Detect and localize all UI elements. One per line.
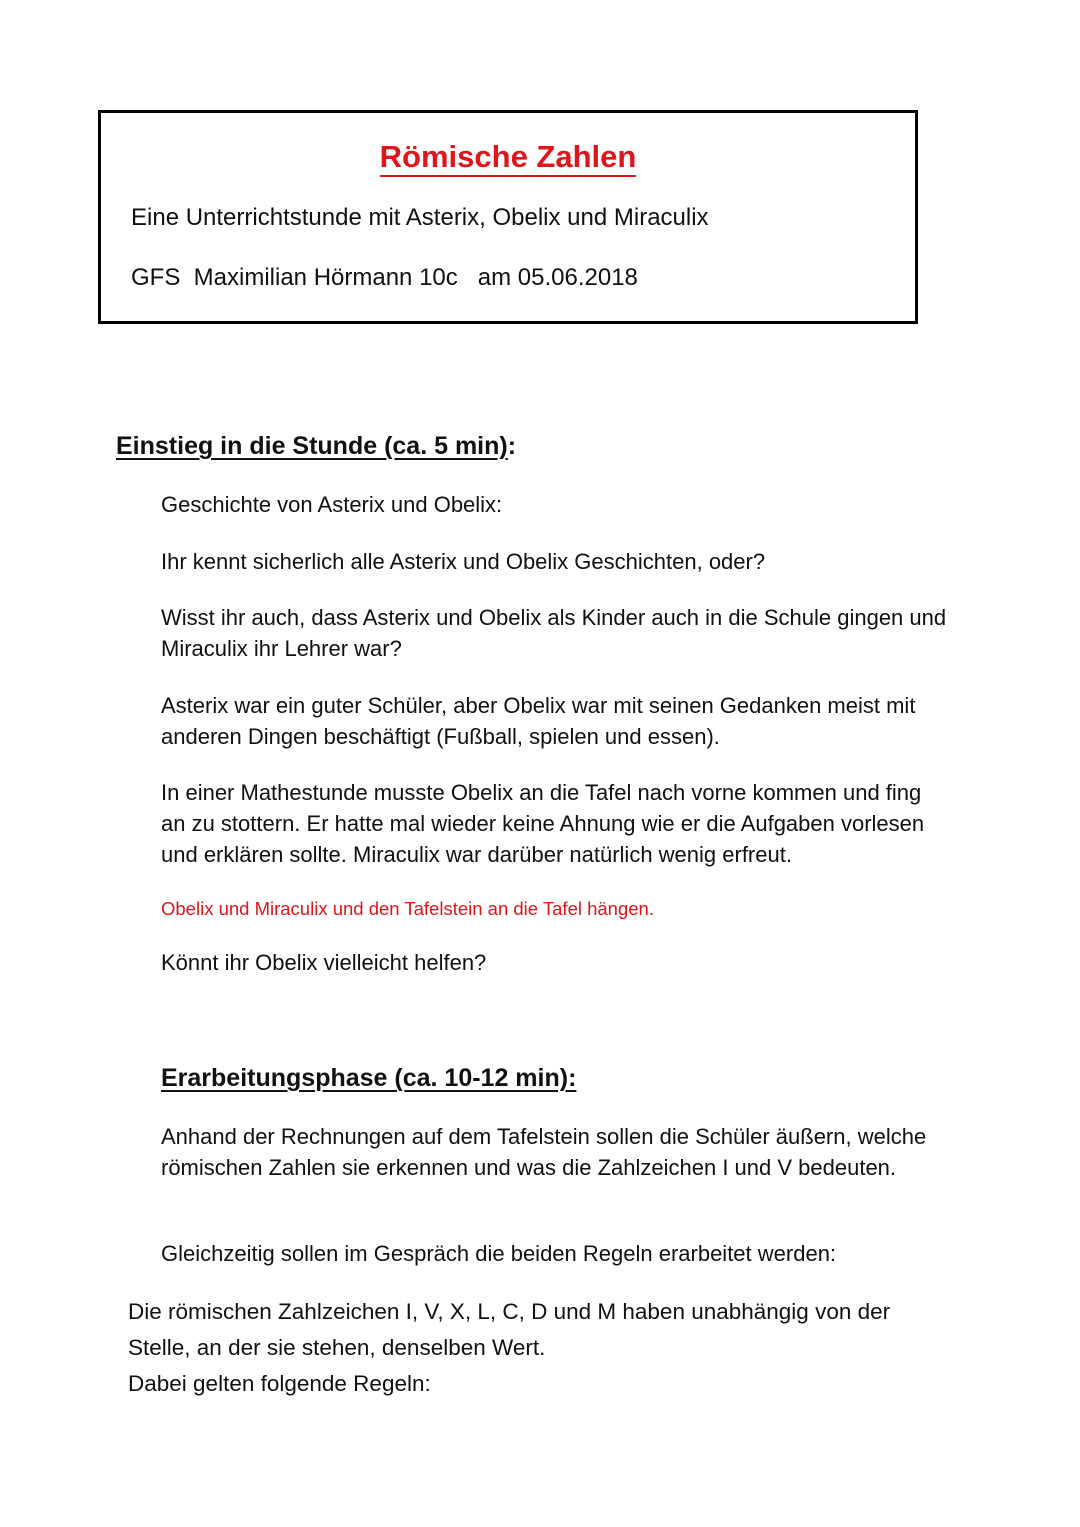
paragraph: Gleichzeitig sollen im Gespräch die beiden Regeln erarbeitet werden: <box>161 1241 837 1266</box>
section-heading-erarbeitung <box>161 1062 576 1094</box>
rule-line: Stelle, an der sie stehen, denselben Wert. <box>128 1335 546 1360</box>
stage-direction-note: Obelix und Miraculix und den Tafelstein an die Tafel hängen. <box>161 898 654 919</box>
paragraph: Ihr kennt sicherlich alle Asterix und Obelix Geschichten, oder? <box>161 549 766 574</box>
paragraph: Geschichte von Asterix und Obelix: <box>161 492 503 517</box>
document-subtitle: Eine Unterrichtstunde mit Asterix, Obelix und Miraculix <box>131 204 709 231</box>
paragraph: Wisst ihr auch, dass Asterix und Obelix als Kinder auch in die Schule gingen und Miraculix ihr Lehrer war? <box>161 605 947 661</box>
document-title <box>101 139 915 175</box>
section-heading-erarbeitung-text: Erarbeitungsphase (ca. 10-12 min): <box>161 1064 577 1092</box>
paragraph: In einer Mathestunde musste Obelix an die Tafel nach vorne kommen und fing an zu stottern. Er hatte mal wieder keine Ahnung wie er die Aufgaben vorlesen und erklären sollte. Miraculix war darüber natürlich wenig erfreut. <box>161 780 925 867</box>
section-heading-einstieg-colon: : <box>507 432 517 460</box>
rule-line: Dabei gelten folgende Regeln: <box>128 1371 431 1396</box>
section-heading-einstieg-text: Einstieg in die Stunde (ca. 5 min) <box>116 432 508 460</box>
title-box <box>98 110 918 324</box>
section-heading-einstieg <box>116 430 516 462</box>
document-title-text: Römische Zahlen <box>380 139 637 177</box>
paragraph: Anhand der Rechnungen auf dem Tafelstein sollen die Schüler äußern, welche römischen Zahlen sie erkennen und was die Zahlzeichen I und V bedeuten. <box>161 1124 927 1180</box>
paragraph: Könnt ihr Obelix vielleicht helfen? <box>161 950 487 975</box>
paragraph: Asterix war ein guter Schüler, aber Obelix war mit seinen Gedanken meist mit anderen Dingen beschäftigt (Fußball, spielen und essen). <box>161 693 916 749</box>
author-line: GFS Maximilian Hörmann 10c am 05.06.2018 <box>131 264 638 291</box>
rule-line: Die römischen Zahlzeichen I, V, X, L, C, D und M haben unabhängig von der <box>128 1299 891 1324</box>
